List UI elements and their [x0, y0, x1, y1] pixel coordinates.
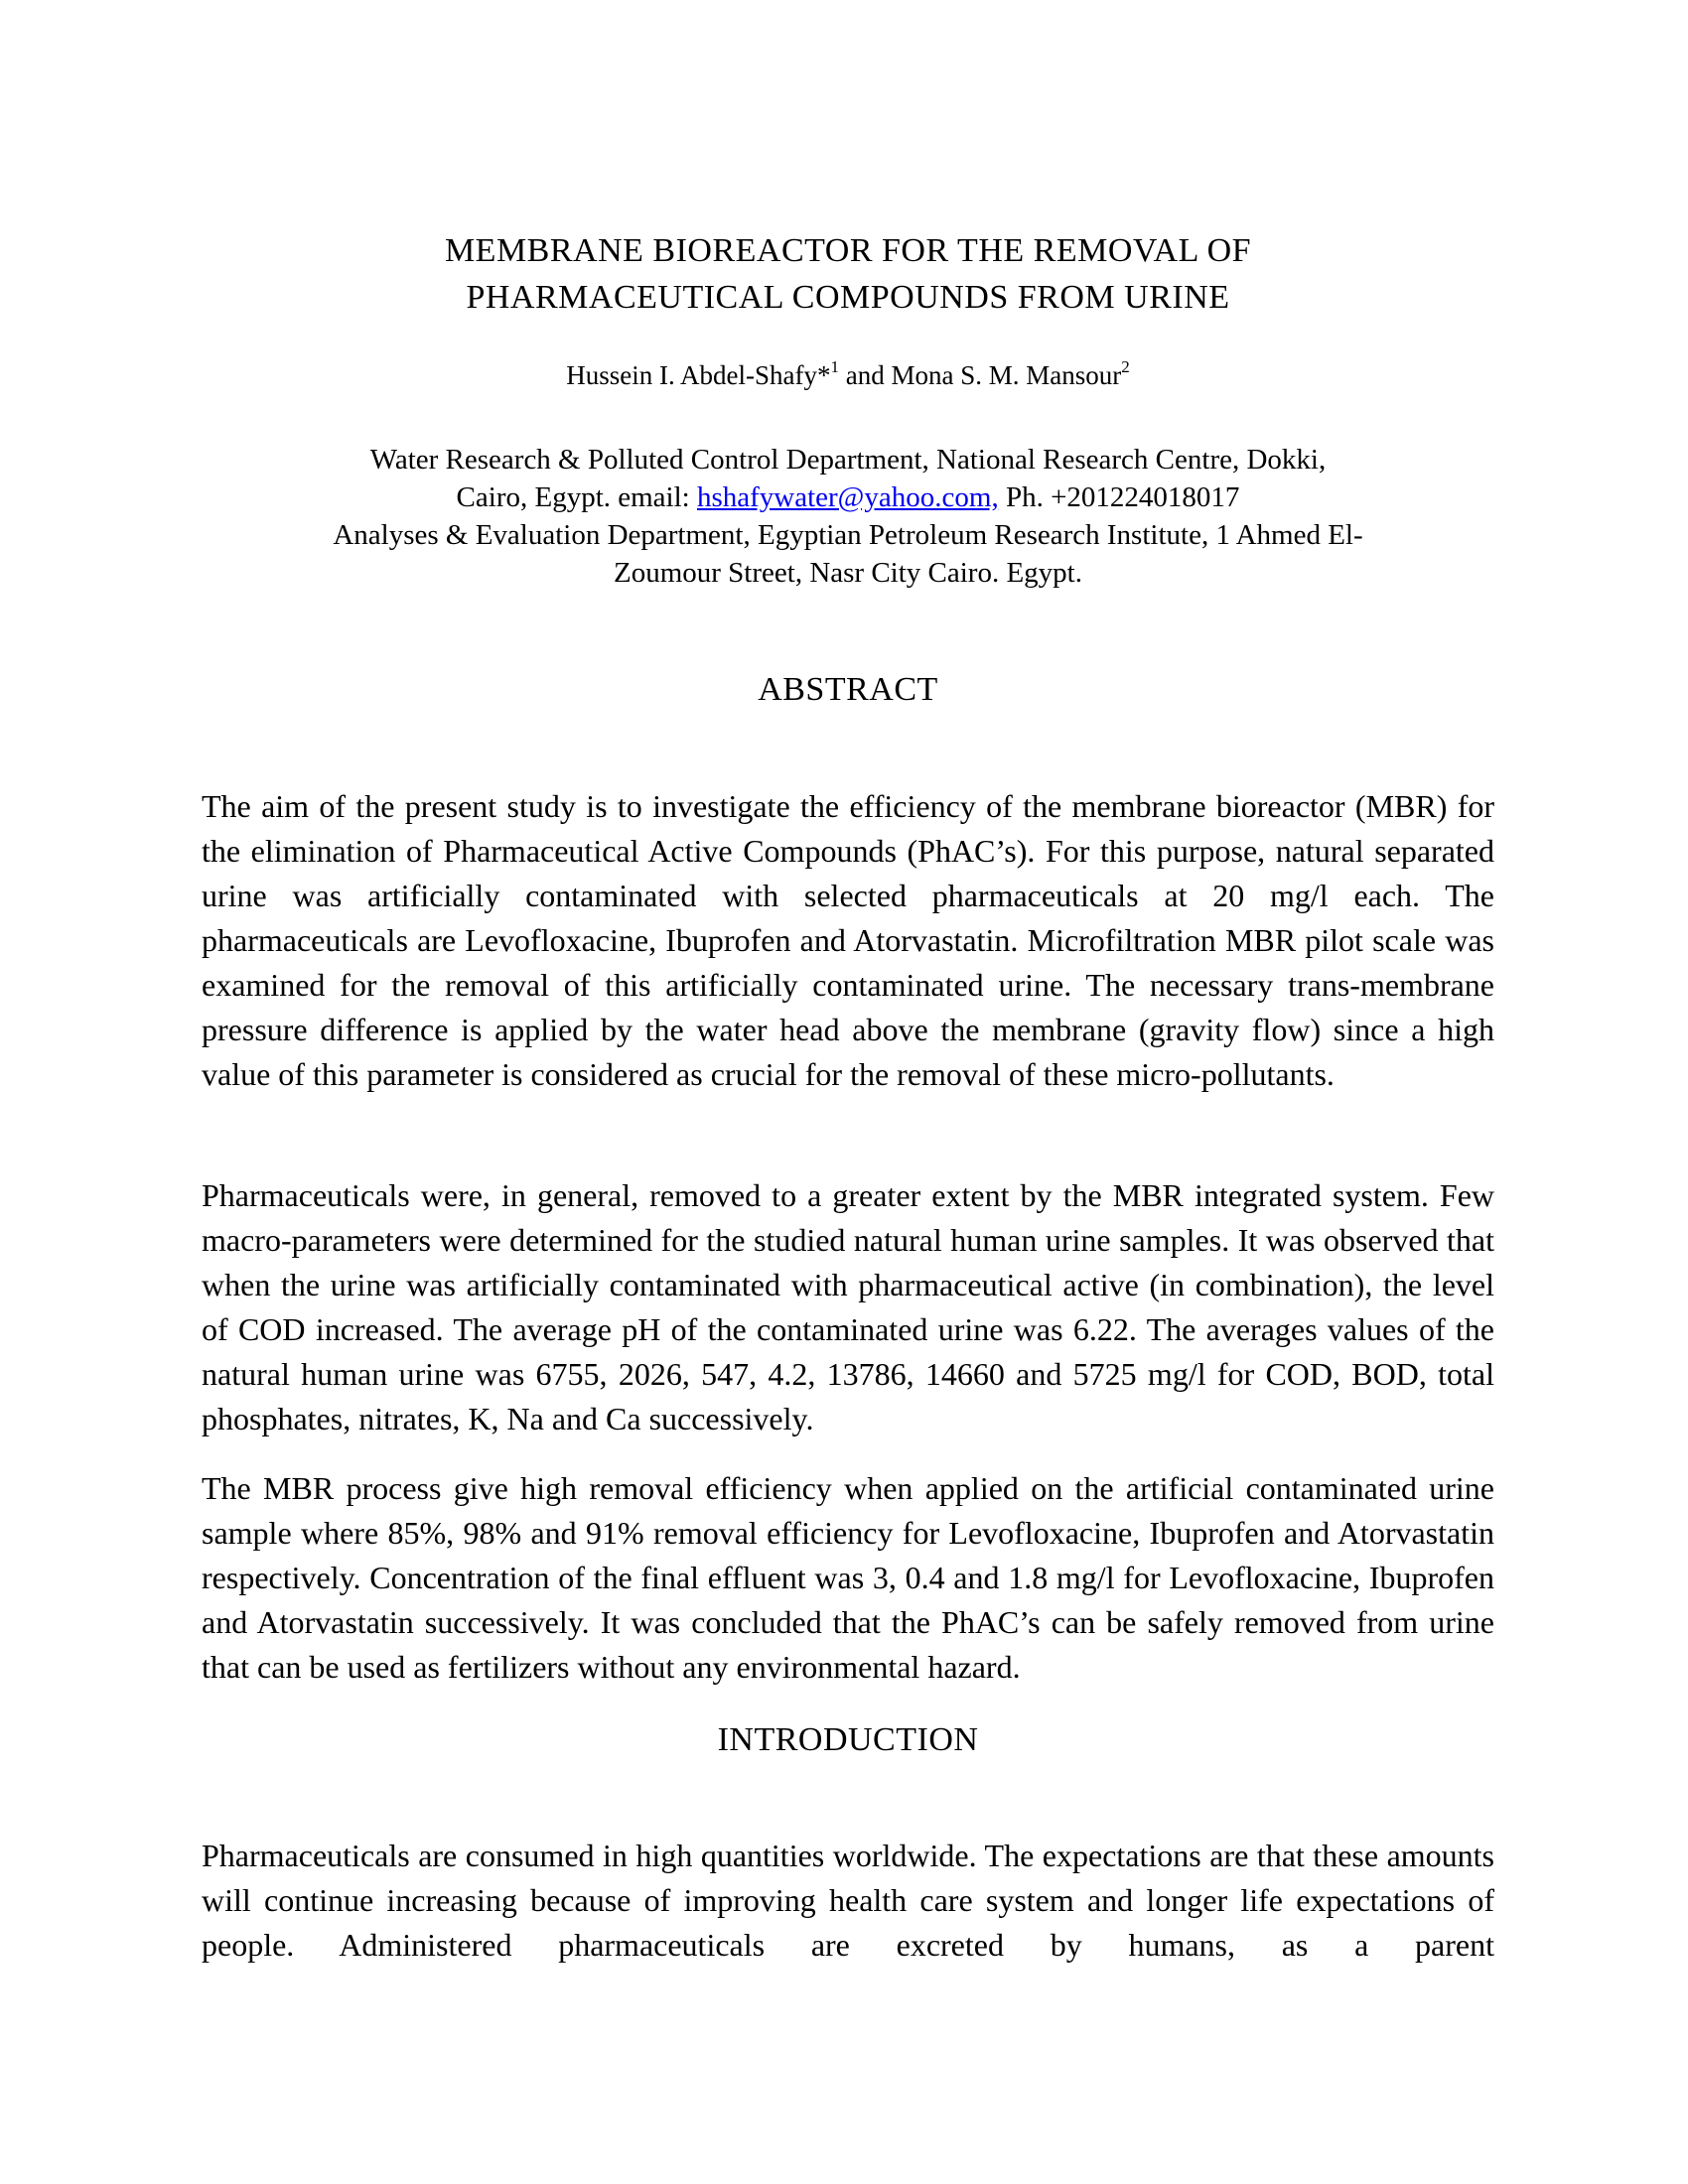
abstract-paragraph-2: Pharmaceuticals were, in general, removed to a greater extent by the MBR integrated system. Few macro-parameters were determined for the studied natural human urine samples. It was observed that when the urine was artificially contaminated with pharmaceutical active (in combination), the level of COD increased. The average pH of the contaminated urine was 6.22. The averages values of the natural human urine was 6755, 2026, 547, 4.2, 13786, 14660 and 5725 mg/l for COD, BOD, total phosphates, nitrates, K, Na and Ca successively.	[202, 1177, 1494, 1436]
paper-title-line-1: MEMBRANE BIOREACTOR FOR THE REMOVAL OF	[444, 232, 1252, 269]
affiliation-line-2-post: Ph. +201224018017	[998, 481, 1240, 513]
affiliation-line-2-pre: Cairo, Egypt. email:	[456, 481, 697, 513]
author-footnote-sup-1: 1	[830, 357, 839, 376]
affiliation-line-3: Analyses & Evaluation Department, Egyptian Petroleum Research Institute, 1 Ahmed El-	[333, 519, 1363, 551]
affiliation-block	[202, 441, 1494, 592]
email-link[interactable]: hshafywater@yahoo.com,	[696, 481, 999, 513]
affiliation-line-4: Zoumour Street, Nasr City Cairo. Egypt.	[614, 557, 1082, 589]
author-name-1: Hussein I. Abdel-Shafy*	[566, 360, 831, 390]
paper-title	[202, 227, 1494, 321]
author-footnote-sup-2: 2	[1121, 357, 1130, 376]
authors-line	[202, 355, 1494, 395]
introduction-heading: INTRODUCTION	[717, 1721, 979, 1758]
introduction-paragraph-1: Pharmaceuticals are consumed in high quantities worldwide. The expectations are that these amounts will continue increasing because of improving health care system and longer life expectations of people. Administered pharmaceuticals are excreted by humans, as a parent	[202, 1838, 1494, 1963]
paper-title-line-2: PHARMACEUTICAL COMPOUNDS FROM URINE	[466, 279, 1230, 316]
abstract-paragraph-1: The aim of the present study is to investigate the efficiency of the membrane bioreactor (MBR) for the elimination of Pharmaceutical Active Compounds (PhAC’s). For this purpose, natural separated urine was artificially contaminated with selected pharmaceuticals at 20 mg/l each. The pharmaceuticals are Levofloxacine, Ibuprofen and Atorvastatin. Microfiltration MBR pilot scale was examined for the removal of this artificially contaminated urine. The necessary trans-membrane pressure difference is applied by the water head above the membrane (gravity flow) since a high value of this parameter is considered as crucial for the removal of these micro-pollutants.	[202, 788, 1494, 1092]
affiliation-line-1: Water Research & Polluted Control Department, National Research Centre, Dokki,	[369, 444, 1327, 476]
affiliation-line-2	[202, 478, 1494, 516]
abstract-heading: ABSTRACT	[758, 671, 938, 708]
abstract-paragraph-3: The MBR process give high removal efficiency when applied on the artificial contaminated urine sample where 85%, 98% and 91% removal efficiency for Levofloxacine, Ibuprofen and Atorvastatin respectively. Concentration of the final effluent was 3, 0.4 and 1.8 mg/l for Levofloxacine, Ibuprofen and Atorvastatin successively. It was concluded that the PhAC’s can be safely removed from urine that can be used as fertilizers without any environmental hazard.	[202, 1470, 1494, 1685]
author-name-2: and Mona S. M. Mansour	[838, 360, 1122, 390]
